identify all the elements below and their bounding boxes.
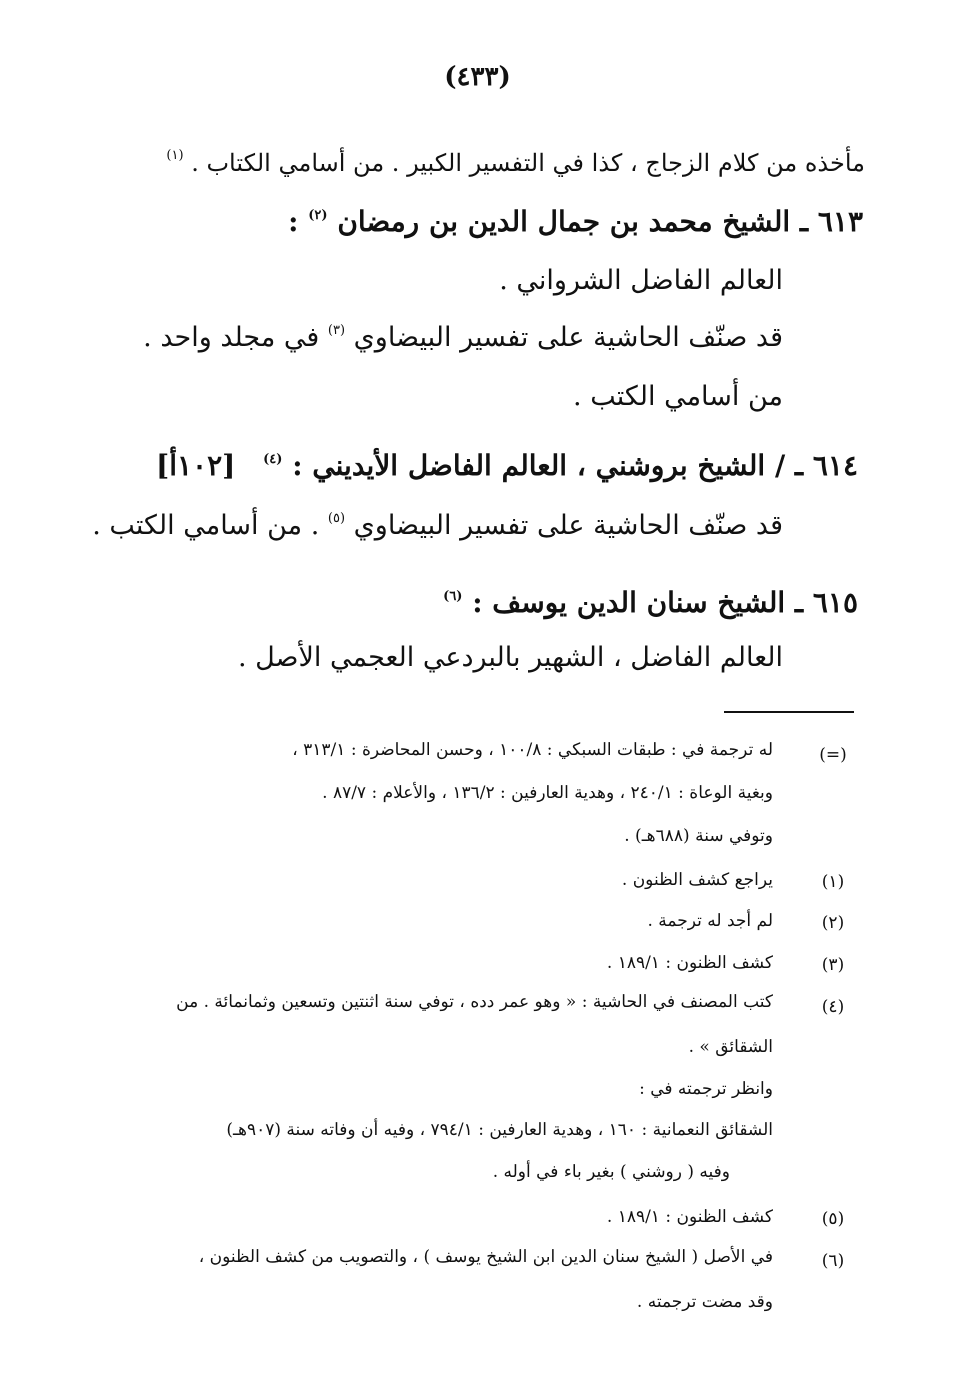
- entry-613-line-2: [143, 320, 783, 356]
- footnote-4-line-2: الشقائق » .: [688, 1037, 773, 1057]
- note-ref-4: (٤): [263, 452, 283, 467]
- entry-615-title: ٦١٥ ـ الشيخ سنان الدين يوسف :: [472, 586, 858, 619]
- entry-615-line-1: العالم الفاضل ، الشهير بالبردعي العجمي الأصل .: [237, 642, 783, 673]
- note-ref-1: (١): [166, 148, 184, 163]
- footnote-3-line-1: كشف الظنون : ١٨٩/١ .: [606, 953, 773, 973]
- footnote-eq-line-2: وبغية الوعاة : ٢٤٠/١ ، وهدية العارفين : ١٣٦/٢ ، والأعلام : ٨٧/٧ .: [322, 783, 773, 803]
- entry-615-heading: [443, 585, 858, 621]
- note-ref-5: (٥): [327, 511, 346, 526]
- entry-614-heading: [156, 448, 858, 484]
- footnote-4-line-3: وانظر ترجمته في :: [639, 1079, 773, 1099]
- footnote-5-line-1: كشف الظنون : ١٨٩/١ .: [606, 1207, 773, 1227]
- footnote-label-4: (٤): [821, 997, 845, 1017]
- footnote-6-line-2: وقد مضت ترجمته .: [636, 1292, 773, 1312]
- footnote-4-line-4: الشقائق النعمانية : ١٦٠ ، وهدية العارفين : ٧٩٤/١ ، وفيه أن وفاته سنة (٩٠٧هـ): [226, 1120, 773, 1140]
- footnote-label-5: (٥): [821, 1209, 845, 1229]
- entry-614-title: ٦١٤ ـ / الشيخ بروشني ، العالم الفاضل الأيديني :: [292, 449, 858, 482]
- entry-613-line-3: من أسامي الكتب .: [573, 381, 783, 412]
- folio-reference: [١٠٢أ]: [155, 449, 236, 482]
- note-ref-6: (٦): [443, 589, 463, 604]
- entry-613-heading: [288, 204, 863, 240]
- entry-613-colon: :: [288, 205, 299, 238]
- entry-613-line-1: العالم الفاضل الشرواني .: [499, 265, 783, 296]
- footnote-4-line-1: كتب المصنف في الحاشية : « وهو عمر دده ، توفي سنة اثنتين وتسعين وثمانمائة . من: [176, 992, 773, 1012]
- footnote-2-line-1: لم أجد له ترجمة .: [647, 911, 773, 931]
- note-ref-2: (٢): [308, 208, 328, 223]
- footnote-label-1: (١): [821, 872, 845, 892]
- footnote-divider: [724, 711, 854, 713]
- entry-613-title: ٦١٣ ـ الشيخ محمد بن جمال الدين بن رمضان: [337, 205, 863, 238]
- footnote-4-line-5: وفيه ( روشني ) بغير باء في أوله .: [492, 1162, 730, 1182]
- entry-614-line-1: [92, 508, 783, 544]
- entry-614-line-1-end: . من أسامي الكتب .: [92, 510, 320, 541]
- note-ref-3: (٣): [327, 323, 346, 338]
- footnote-eq-line-1: له ترجمة في : طبقات السبكي : ١٠٠/٨ ، وحسن المحاضرة : ٣١٣/١ ،: [292, 740, 773, 760]
- footnote-6-line-1: في الأصل ( الشيخ سنان الدين ابن الشيخ يوسف ) ، والتصويب من كشف الظنون ،: [198, 1247, 773, 1267]
- footnote-label-6: (٦): [821, 1251, 845, 1271]
- footnote-label-eq: (=): [819, 745, 847, 765]
- entry-614-line-1-start: قد صنّف الحاشية على تفسير البيضاوي: [353, 510, 783, 541]
- footnote-eq-line-3: وتوفي سنة (٦٨٨هـ) .: [624, 826, 773, 846]
- page-number: (٤٣٣): [444, 62, 511, 92]
- continuation-line: [166, 145, 865, 181]
- continuation-text: مأخذه من كلام الزجاج ، كذا في التفسير الكبير . من أسامي الكتاب .: [191, 149, 865, 177]
- footnote-label-2: (٢): [821, 913, 845, 933]
- footnote-label-3: (٣): [821, 955, 845, 975]
- entry-613-line-2-start: قد صنّف الحاشية على تفسير البيضاوي: [353, 322, 783, 353]
- footnote-1-line-1: يراجع كشف الظنون .: [621, 870, 773, 890]
- entry-613-line-2-end: في مجلد واحد .: [143, 322, 320, 353]
